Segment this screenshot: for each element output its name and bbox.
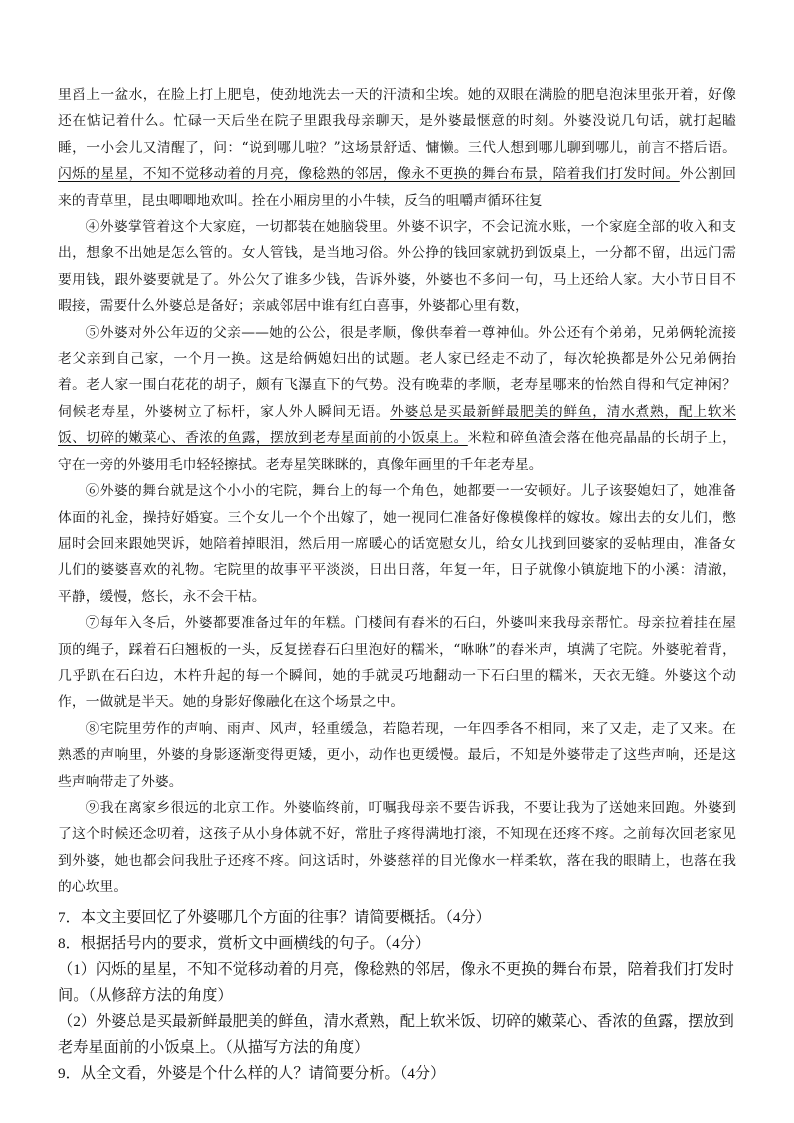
question-9: 9．从全文看，外婆是个什么样的人？请简要分析。（4分） (58, 1064, 446, 1082)
paragraph-5 (58, 320, 736, 478)
question-section (58, 905, 736, 1087)
paragraph-8: ⑧宅院里劳作的声响、雨声、风声，轻重缓急，若隐若现，一年四季各不相同，来了又走，走了又来。在熟悉的声响里，外婆的身影逐渐变得更矮，更小，动作也更缓慢。最后，不知是外婆带走了这些声响，还是这些声响带走了外婆。 (58, 720, 736, 790)
question-8-part-2: （2）外婆总是买最新鲜最肥美的鲜鱼，清水煮熟，配上软米饭、切碎的嫩菜心、香浓的鱼露，摆放到老寿星面前的小饭桌上。（从描写方法的角度） (58, 1012, 734, 1056)
question-8-part-1: （1）闪烁的星星，不知不觉移动着的月亮，像稔熟的邻居，像永不更换的舞台布景，陪着我们打发时间。（从修辞方法的角度） (58, 960, 734, 1004)
paragraph-4: ④外婆掌管着这个大家庭，一切都装在她脑袋里。外婆不识字，不会记流水账，一个家庭全部的收入和支出，想象不出她是怎么管的。女人管钱，是当地习俗。外公挣的钱回家就扔到饭桌上，一分都不留，出远门需要用钱，跟外婆要就是了。外公欠了谁多少钱，告诉外婆，外婆也不多问一句，马上还给人家。大小节日目不暇接，需要什么外婆总是备好；亲戚邻居中谁有红白喜事，外婆都心里有数， (58, 219, 736, 315)
question-8: 8．根据括号内的要求，赏析文中画横线的句子。（4分） (58, 934, 431, 952)
paragraph-intro (58, 82, 736, 214)
p5-text-a: ⑤外婆对外公年迈的父亲——她的公公，很是孝顺，像供奉着一尊神仙。外公还有个弟弟，兄弟俩轮流接老父亲到自己家，一个月一换。这是给俩媳妇出的试题。老人家已经走不动了，每次轮换都是外公兄弟俩抬着。老人家一围白花花的胡子，颇有飞瀑直下的气势。没有晚辈的孝顺，老寿星哪来的怡然自得和气定神闲？伺候老寿星，外婆树立了标杆，家人外人瞬间无语。 (58, 324, 736, 420)
paragraph-6: ⑥外婆的舞台就是这个小小的宅院，舞台上的每一个角色，她都要一一安顿好。儿子该娶媳妇了，她准备体面的礼金，操持好婚宴。三个女儿一个个出嫁了，她一视同仁准备好像模像样的嫁妆。嫁出去的女儿们，憋屈时会回来跟她哭诉，她陪着掉眼泪，然后用一席暖心的话宽慰女儿，给女儿找到回婆家的妥帖理由，准备女儿们的婆婆喜欢的礼物。宅院里的故事平平淡淡，日出日落，年复一年，日子就像小镇旋地下的小溪：清澈，平静，缓慢，悠长，永不会干枯。 (58, 483, 736, 605)
paragraph-7: ⑦每年入冬后，外婆都要准备过年的年糕。门楼间有舂米的石臼，外婆叫来我母亲帮忙。母亲拉着挂在屋顶的绳子，踩着石臼翘板的一头，反复搓舂石臼里泡好的糯米，“咻咻”的舂米声，填满了宅院。外婆驼着背，几乎趴在石臼边，木杵升起的每一个瞬间，她的手就灵巧地翻动一下石臼里的糯米，天衣无缝。外婆这个动作，一做就是半天。她的身影好像融化在这个场景之中。 (58, 615, 736, 711)
question-7: 7．本文主要回忆了外婆哪几个方面的往事？请简要概括。（4分） (58, 908, 491, 926)
p5-text-b: 米粒和碎鱼渣会落在他亮晶晶的长胡子上，守在一旁的外婆用毛巾轻轻擦拭。老寿星笑眯眯的，真像年画里的千年老寿星。 (58, 430, 736, 473)
intro-text-b: 外公割回来的青草里，昆虫唧唧地欢叫。拴在小厢房里的小牛犊，反刍的咀嚼声循环往复 (58, 166, 737, 209)
intro-text-a: 里舀上一盆水，在脸上打上肥皂，使劲地洗去一天的汗渍和尘埃。她的双眼在满脸的肥皂泡沫里张开着，好像还在惦记着什么。忙碌一天后坐在院子里跟我母亲聊天，是外婆最惬意的时刻。外婆没说几句话，就打起瞌睡，一小会儿又清醒了，问：“说到哪儿啦？”这场景舒适、慵懒。三代人想到哪儿聊到哪儿，前言不搭后语。 (58, 87, 736, 156)
reading-passage (58, 82, 736, 901)
underlined-sentence-2: 外婆总是买最新鲜最肥美的鲜鱼，清水煮熟，配上软米饭、切碎的嫩菜心、香浓的鱼露，摆放到老寿星面前的小饭桌上。 (58, 403, 736, 447)
underlined-sentence-1: 闪烁的星星，不知不觉移动着的月亮，像稔熟的邻居，像永不更换的舞台布景，陪着我们打发时间。 (58, 166, 680, 183)
paragraph-9: ⑨我在离家乡很远的北京工作。外婆临终前，叮嘱我母亲不要告诉我，不要让我为了送她来回跑。外婆到了这个时候还念叨着，这孩子从小身体就不好，常肚子疼得满地打滚，不知现在还疼不疼。之前每次回老家见到外婆，她也都会问我肚子还疼不疼。问这话时，外婆慈祥的目光像水一样柔软，落在我的眼睛上，也落在我的心坎里。 (58, 799, 736, 896)
